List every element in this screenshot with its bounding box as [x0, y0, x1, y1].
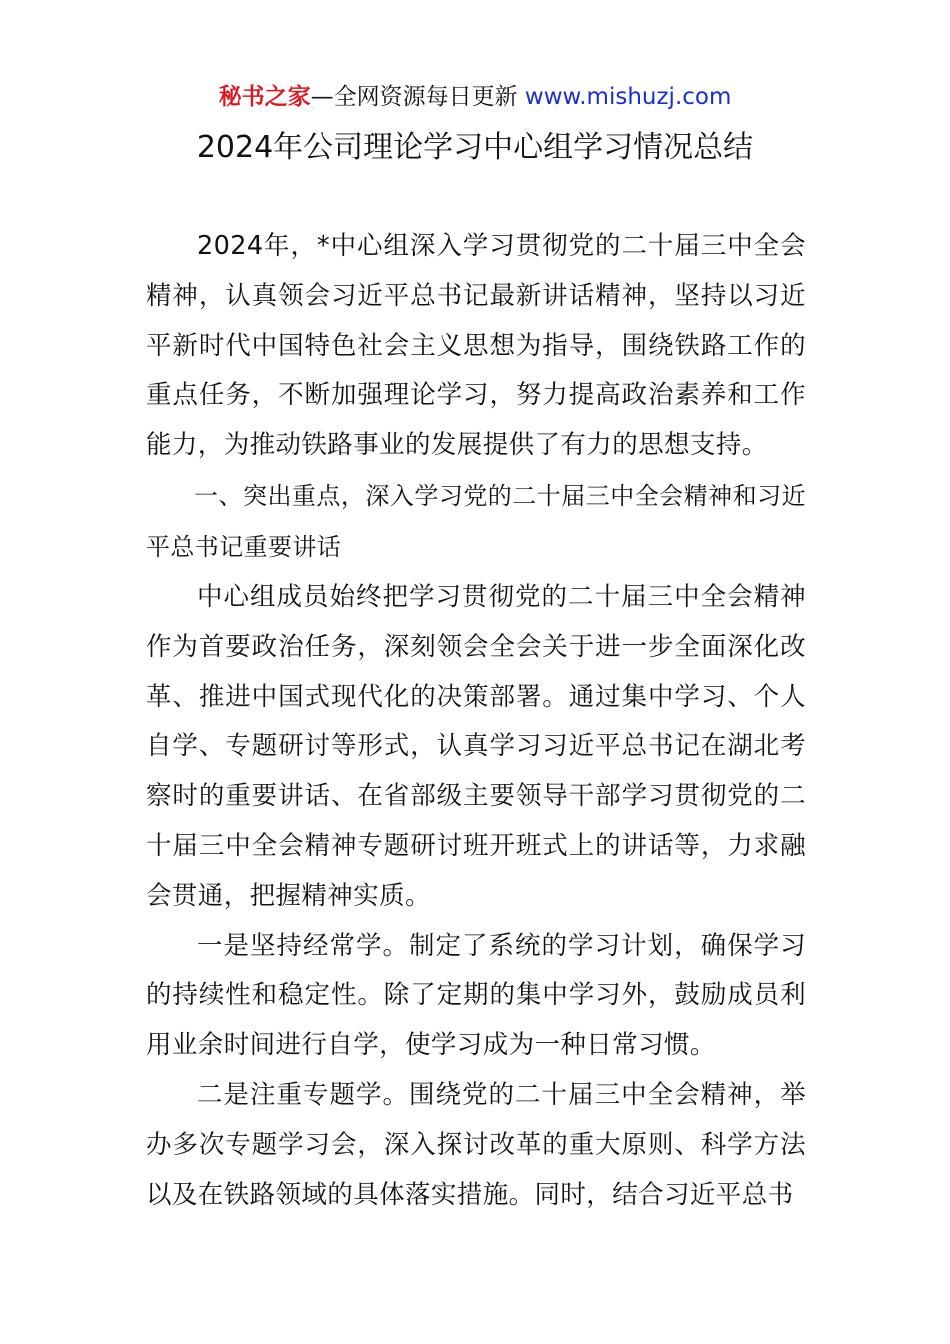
paragraph-point-1: 一是坚持经常学。制定了系统的学习计划，确保学习的持续性和稳定性。除了定期的集中学习外，鼓励成员利用业余时间进行自学，使学习成为一种日常习惯。: [146, 930, 806, 1061]
site-header: [0, 80, 950, 114]
site-url-link[interactable]: www.mishuzj.com: [524, 84, 732, 110]
paragraph-intro: 2024年，*中心组深入学习贯彻党的二十届三中全会精神，认真领会习近平总书记最新讲话精神，坚持以习近平新时代中国特色社会主义思想为指导，围绕铁路工作的重点任务，不断加强理论学习，努力提高政治素养和工作能力，为推动铁路事业的发展提供了有力的思想支持。: [146, 231, 806, 461]
section-heading-1: 一、突出重点，深入学习党的二十届三中全会精神和习近平总书记重要讲话: [146, 481, 806, 561]
document-body: [146, 222, 806, 1220]
site-slogan: —全网资源每日更新: [310, 84, 525, 110]
site-brand: 秘书之家: [218, 84, 311, 110]
document-title: 2024年公司理论学习中心组学习情况总结: [196, 130, 754, 165]
paragraph-section-1: 中心组成员始终把学习贯彻党的二十届三中全会精神作为首要政治任务，深刻领会全会关于进一步全面深化改革、推进中国式现代化的决策部署。通过集中学习、个人自学、专题研讨等形式，认真学习习近平总书记在湖北考察时的重要讲话、在省部级主要领导干部学习贯彻党的二十届三中全会精神专题研讨班开班式上的讲话等，力求融会贯通，把握精神实质。: [146, 581, 806, 911]
paragraph-point-2: 二是注重专题学。围绕党的二十届三中全会精神，举办多次专题学习会，深入探讨改革的重大原则、科学方法以及在铁路领域的具体落实措施。同时，结合习近平总书: [146, 1079, 806, 1210]
